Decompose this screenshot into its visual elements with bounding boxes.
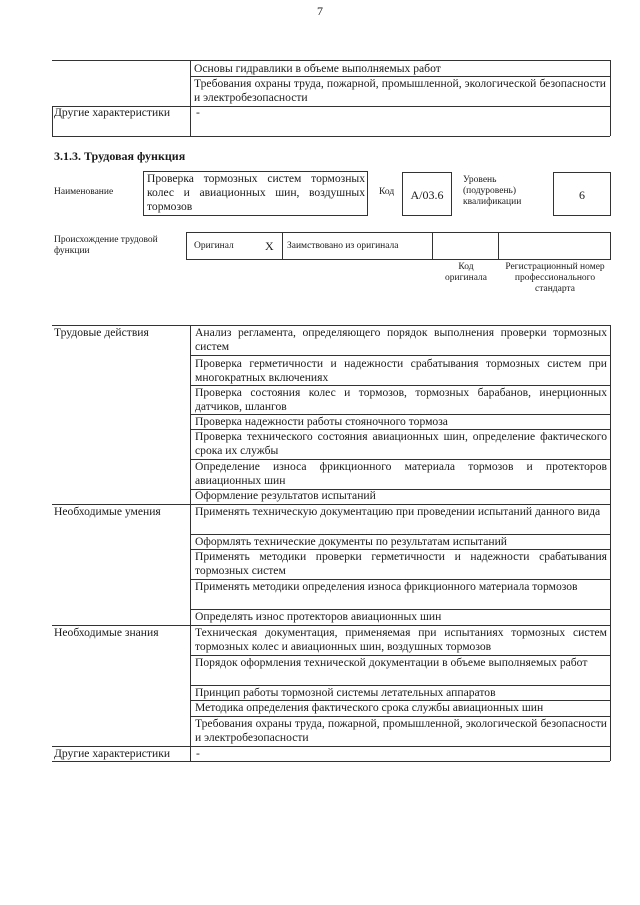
page-number: 7 bbox=[317, 4, 323, 18]
skill-item: Применять техническую документацию при проведении испытаний данного вида bbox=[195, 505, 601, 518]
table-rule bbox=[498, 232, 499, 260]
table-cell: Требования охраны труда, пожарной, промышленной, экологической безопасности и электробезопасности bbox=[194, 77, 606, 104]
table-rule bbox=[52, 60, 610, 61]
table-rule bbox=[190, 325, 191, 761]
table-rule bbox=[52, 106, 53, 136]
borrowed-label: Заимствовано из оригинала bbox=[287, 241, 399, 251]
labor-action-item: Проверка герметичности и надежности срабатывания тормозных систем при многократных включениях bbox=[195, 357, 607, 384]
table-cell: Основы гидравлики в объеме выполняемых работ bbox=[194, 62, 441, 75]
table-rule bbox=[52, 136, 610, 137]
knowledge-item: Порядок оформления технической документации в объеме выполняемых работ bbox=[195, 656, 588, 669]
skill-item: Оформлять технические документы по результатам испытаний bbox=[195, 535, 508, 548]
labor-action-item: Проверка состояния колес и тормозов, тормозных барабанов, инерционных датчиков, шлангов bbox=[195, 386, 607, 413]
original-label: Оригинал bbox=[194, 241, 234, 251]
reg-caption: Регистрационный номер профессионального стандарта bbox=[505, 262, 605, 294]
code-label: Код bbox=[379, 187, 395, 197]
knowledge-item: Техническая документация, применяемая при испытаниях тормозных систем тормозных колес и авиационных шин, воздушных тормозов bbox=[195, 626, 607, 653]
origin-label: Происхождение трудовой функции bbox=[54, 235, 158, 256]
skill-item: Определять износ протекторов авиационных шин bbox=[195, 610, 442, 623]
labor-action-item: Определение износа фрикционного материала тормозов и протекторов авиационных шин bbox=[195, 460, 607, 487]
name-value: Проверка тормозных систем тормозных колес и авиационных шин, воздушных тормозов bbox=[147, 172, 365, 213]
other-characteristics-value: - bbox=[196, 747, 200, 760]
level-value: 6 bbox=[553, 172, 611, 216]
skill-item: Применять методики проверки герметичности и надежности срабатывания тормозных систем bbox=[195, 550, 607, 577]
knowledge-item: Принцип работы тормозной системы летательных аппаратов bbox=[195, 686, 496, 699]
table-rule bbox=[282, 232, 283, 260]
labor-action-item: Проверка надежности работы стояночного тормоза bbox=[195, 415, 448, 428]
labor-action-item: Анализ регламента, определяющего порядок выполнения проверки тормозных систем bbox=[195, 326, 607, 353]
other-characteristics-label: Другие характеристики bbox=[54, 747, 171, 760]
labor-action-item: Оформление результатов испытаний bbox=[195, 489, 376, 502]
level-label: Уровень (подуровень) квалификации bbox=[463, 175, 522, 207]
labor-action-item: Проверка технического состояния авиационных шин, определение фактического срока их службы bbox=[195, 430, 607, 457]
skill-item: Применять методики определения износа фрикционного материала тормозов bbox=[195, 580, 578, 593]
labor-actions-label: Трудовые действия bbox=[54, 326, 149, 339]
table-rule bbox=[610, 325, 611, 761]
name-label: Наименование bbox=[54, 187, 114, 197]
other-characteristics-label: Другие характеристики bbox=[54, 106, 171, 119]
other-characteristics-value: - bbox=[196, 106, 200, 119]
table-rule bbox=[190, 355, 610, 356]
knowledge-item: Требования охраны труда, пожарной, промышленной, экологической безопасности и электробезопасности bbox=[195, 717, 607, 744]
table-rule bbox=[432, 232, 433, 260]
table-rule bbox=[190, 60, 191, 136]
code-caption: Код оригинала bbox=[445, 262, 487, 283]
table-rule bbox=[52, 761, 610, 762]
original-mark: X bbox=[265, 239, 274, 253]
section-title: 3.1.3. Трудовая функция bbox=[54, 149, 186, 163]
table-rule bbox=[610, 60, 611, 136]
knowledge-item: Методика определения фактического срока службы авиационных шин bbox=[195, 701, 544, 714]
required-skills-label: Необходимые умения bbox=[54, 505, 161, 518]
code-value: A/03.6 bbox=[402, 172, 452, 216]
required-knowledge-label: Необходимые знания bbox=[54, 626, 159, 639]
